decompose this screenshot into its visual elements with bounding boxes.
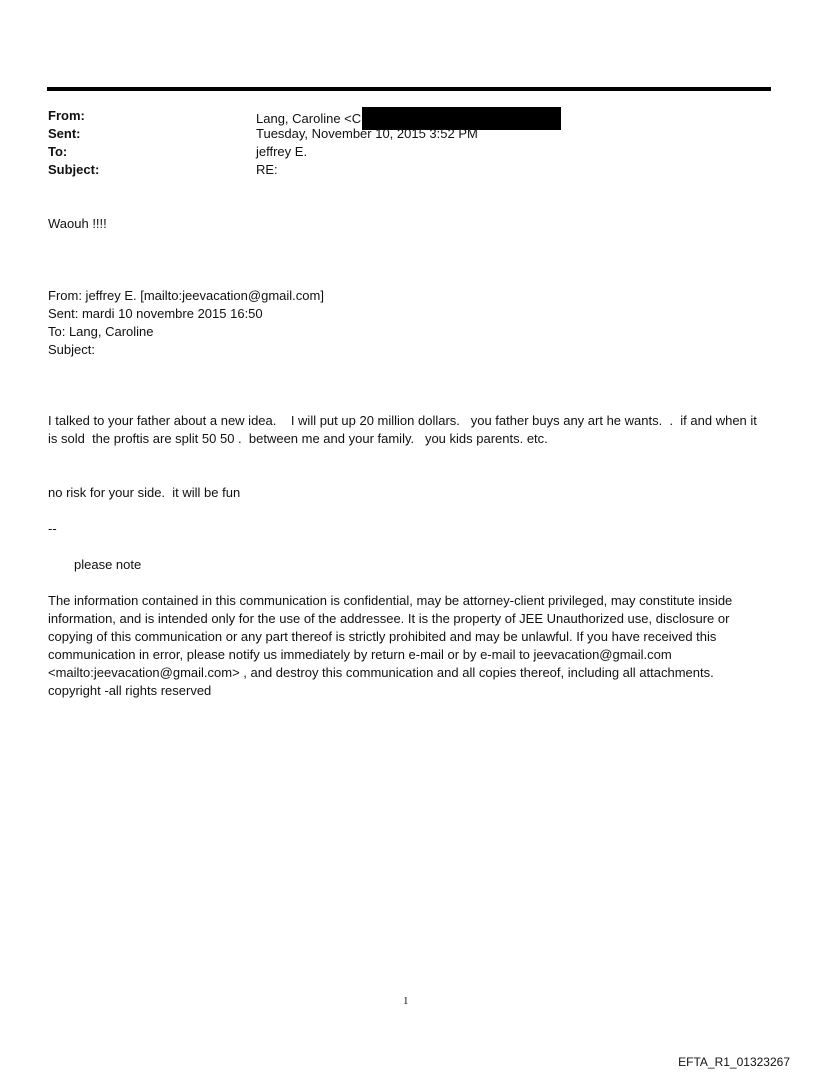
message-paragraph-2: no risk for your side. it will be fun [48, 485, 241, 500]
message-paragraph-1: I talked to your father about a new idea. I will put up 20 million dollars. you father buys any art he wants. . if and when it is sold the proftis are split 50 50 . between me and your family. you kids parents. etc. [48, 413, 761, 446]
page-number: 1 [403, 995, 409, 1007]
quoted-to: To: Lang, Caroline [48, 324, 154, 339]
signature-note: please note [74, 557, 142, 572]
sent-label: Sent: [48, 126, 81, 141]
from-label: From: [48, 108, 85, 123]
sent-value: Tuesday, November 10, 2015 3:52 PM [256, 126, 478, 141]
to-value: jeffrey E. [256, 144, 308, 159]
confidentiality-disclaimer: The information contained in this communication is confidential, may be attorney-client privileged, may constitute inside information, and is intended only for the use of the addressee. It is the property of JEE Unauthorized use, disclosure or copying of this communication or any part thereof is strictly prohibited and may be unlawful. If you have received this communication in error, please notify us immediately by return e-mail or by e-mail to jeevacation@gmail.com <mailto:jeevacation@gmail.com> , and destroy this communication and all copies thereof, including all attachments. copyright -all rights reserved [48, 593, 733, 698]
quoted-subject: Subject: [48, 342, 95, 357]
quoted-sent: Sent: mardi 10 novembre 2015 16:50 [48, 306, 263, 321]
subject-label: Subject: [48, 162, 100, 177]
header-rule [47, 87, 771, 91]
reply-body: Waouh !!!! [48, 216, 107, 231]
subject-value: RE: [256, 162, 278, 177]
quoted-from: From: jeffrey E. [mailto:jeevacation@gmail.com] [48, 288, 324, 303]
to-label: To: [48, 144, 68, 159]
from-name: Lang, Caroline <C [256, 111, 362, 126]
document-id: EFTA_R1_01323267 [678, 1055, 790, 1069]
signature-separator: -- [48, 521, 57, 536]
